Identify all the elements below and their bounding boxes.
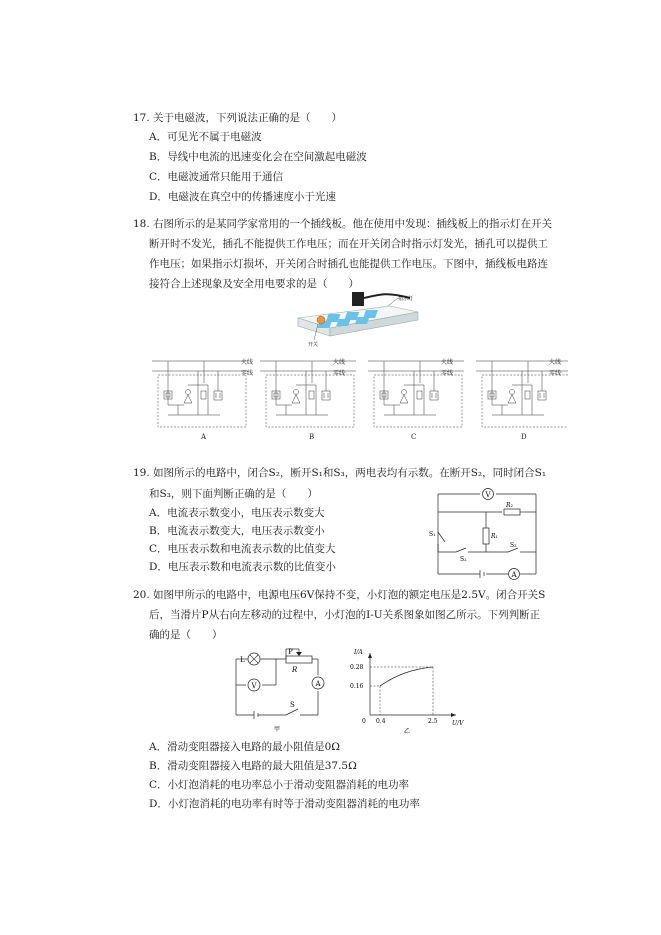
q20-line-2: 后，当滑片P从右向左移动的过程中，小灯泡的I-U关系图象如图乙所示。下列判断正 (149, 609, 541, 621)
s2-label: S₂ (460, 556, 467, 563)
neutral-wire-label-a: 零线 (241, 370, 254, 377)
choice-label-a: A (201, 433, 207, 441)
q20-option-b: B．滑动变阻器接入电路的最大阻值是37.5Ω (149, 760, 357, 772)
q18-circuit-options (148, 355, 568, 445)
y-tick-028: 0.28 (350, 664, 364, 671)
x-tick-25: 2.5 (428, 718, 438, 725)
q20-option-d: D．小灯泡消耗的电功率有时等于滑动变阻器消耗的电功率 (149, 798, 420, 810)
neutral-wire-label-c: 零线 (441, 370, 454, 377)
indicator-light-label: 指示灯 (398, 296, 414, 302)
live-wire-label-a: 火线 (241, 359, 254, 366)
r1-label: R₁ (491, 533, 498, 540)
figure-a-caption: 甲 (274, 726, 281, 733)
s1-label: S₁ (429, 531, 436, 538)
choice-label-c: C (411, 433, 417, 441)
q19-option-b: B．电流表示数变大，电压表示数变小 (149, 525, 325, 537)
q19-option-c: C．电压表示数和电流表示数的比值变大 (149, 543, 336, 555)
choice-label-b: B (309, 433, 315, 441)
q18-line-4: 接符合上述现象及安全用电要求的是（ ） (149, 278, 359, 290)
q18-line-3: 作电压；如果指示灯损坏，开关闭合时插孔也能提供工作电压。下图中，插线板电路连 (149, 258, 548, 270)
rheostat-label: R (292, 666, 298, 674)
live-wire-label-c: 火线 (441, 359, 454, 366)
q17-option-b: B．导线中电流的迅速变化会在空间激起电磁波 (149, 151, 367, 163)
live-wire-label-d: 火线 (549, 359, 562, 366)
s3-label: S₃ (510, 542, 517, 549)
q18-line-1: 18. 右图所示的是某同学家常用的一个插线板。他在使用中发现：插线板上的指示灯在开关 (133, 218, 553, 230)
q17-option-d: D．电磁波在真空中的传播速度小于光速 (149, 191, 336, 203)
power-strip-figure (290, 288, 425, 348)
r2-label: R₂ (506, 502, 513, 509)
y-tick-016: 0.16 (350, 683, 364, 690)
iu-curve (380, 667, 433, 686)
graph-origin: 0 (362, 718, 366, 725)
switch-button (317, 316, 325, 324)
q20-circuit-figure (226, 645, 330, 733)
q19-circuit-diagram (428, 482, 546, 582)
switch-s-label: S (290, 701, 295, 709)
q20-iu-graph (348, 645, 468, 737)
q20-option-a: A．滑动变阻器接入电路的最小阻值是0Ω (149, 741, 340, 753)
graph-xlabel: U/V (452, 720, 464, 727)
q20-line-1: 20. 如图甲所示的电路中，电源电压6V保持不变，小灯泡的额定电压是2.5V。闭合开关S (133, 589, 546, 601)
q17-stem: 17. 关于电磁波，下列说法正确的是（ ） (133, 112, 343, 124)
q17-option-c: C．电磁波通常只能用于通信 (149, 171, 284, 183)
x-tick-04: 0.4 (376, 718, 386, 725)
graph-ylabel: I/A (354, 649, 363, 656)
switch-label: 开关 (308, 342, 319, 348)
q20-ammeter-icon: A (315, 680, 321, 688)
q18-line-2: 断开时不发光，插孔不能提供工作电压；而在开关闭合时指示灯发光，插孔可以提供工 (149, 238, 548, 250)
figure-b-caption: 乙 (404, 728, 411, 735)
ammeter-icon: A (511, 571, 517, 579)
neutral-wire-label-d: 零线 (549, 370, 562, 377)
q20-option-c: C．小灯泡消耗的电功率总小于滑动变阻器消耗的电功率 (149, 779, 410, 791)
choice-label-d: D (521, 433, 527, 441)
live-wire-label-b: 火线 (333, 359, 346, 366)
q19-line-1: 19. 如图所示的电路中，闭合S₂，断开S₁和S₃，两电表均有示数。在断开S₂，同时闭合S₁ (133, 467, 547, 479)
slider-label: P (288, 648, 293, 656)
lamp-label: L (240, 656, 245, 664)
q19-option-d: D．电压表示数和电流表示数的比值变小 (149, 561, 336, 573)
q17-option-a: A．可见光不属于电磁波 (149, 131, 262, 143)
neutral-wire-label-b: 零线 (333, 370, 346, 377)
q20-voltmeter-icon: V (251, 682, 257, 690)
q19-option-a: A．电流表示数变小，电压表示数变大 (149, 507, 325, 519)
voltmeter-icon: V (485, 491, 491, 499)
q19-line-2: 和S₃，则下面判断正确的是（ ） (149, 488, 318, 500)
q20-line-3: 确的是（ ） (149, 629, 223, 641)
